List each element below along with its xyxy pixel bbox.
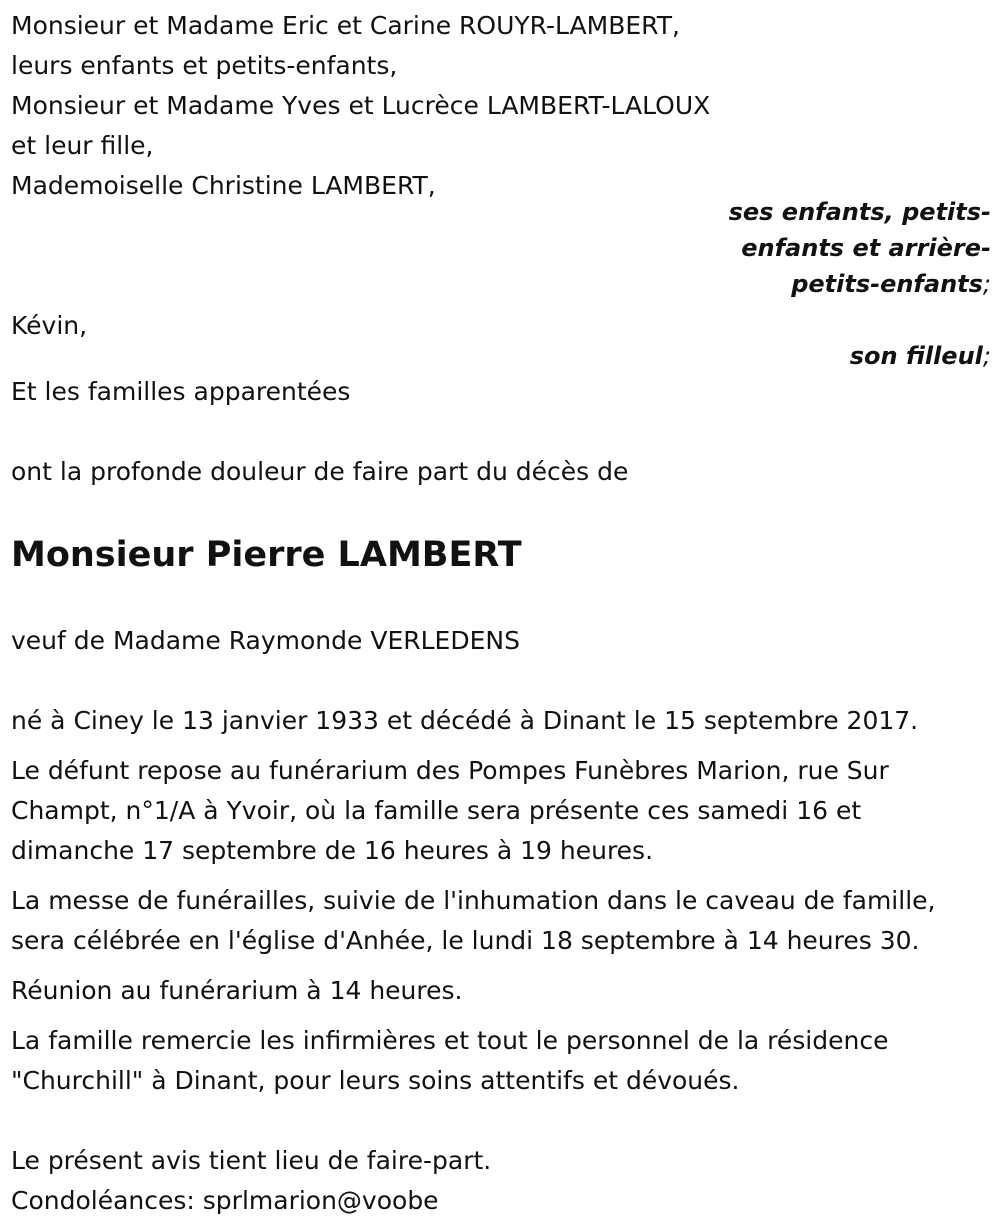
repose-line-1: Le défunt repose au funérarium des Pompes Funèbres Marion, rue Sur [11, 756, 889, 785]
deceased-name: Monsieur Pierre LAMBERT [11, 535, 522, 575]
related-families: Et les familles apparentées [11, 377, 351, 406]
family-line-5: Mademoiselle Christine LAMBERT, [11, 171, 436, 200]
thanks-line-2: "Churchill" à Dinant, pour leurs soins attentifs et dévoués. [11, 1066, 740, 1095]
relation-godson-separator: ; [982, 342, 991, 370]
mass-line-1: La messe de funérailles, suivie de l'inhumation dans le caveau de famille, [11, 886, 936, 915]
relation-children-line-1: ses enfants, petits- [728, 198, 991, 226]
meeting-line: Réunion au funérarium à 14 heures. [11, 976, 463, 1005]
announcement-text: ont la profonde douleur de faire part du décès de [11, 457, 629, 486]
widower-line: veuf de Madame Raymonde VERLEDENS [11, 626, 520, 655]
relation-children-line-3: petits-enfants [791, 270, 983, 298]
family-line-3: Monsieur et Madame Yves et Lucrèce LAMBERT-LALOUX [11, 91, 711, 120]
godson-name: Kévin, [11, 311, 88, 340]
family-line-4: et leur fille, [11, 131, 154, 160]
thanks-line-1: La famille remercie les infirmières et tout le personnel de la résidence [11, 1026, 889, 1055]
relation-children [11, 194, 991, 302]
relation-godson-label: son filleul [849, 342, 983, 370]
thanks-paragraph [11, 1021, 991, 1101]
mass-line-2: sera célébrée en l'église d'Anhée, le lundi 18 septembre à 14 heures 30. [11, 926, 920, 955]
repose-line-3: dimanche 17 septembre de 16 heures à 19 heures. [11, 836, 654, 865]
family-line-1: Monsieur et Madame Eric et Carine ROUYR-LAMBERT, [11, 11, 680, 40]
repose-paragraph [11, 751, 991, 871]
relation-godson [11, 338, 991, 374]
birth-death-line: né à Ciney le 13 janvier 1933 et décédé à Dinant le 15 septembre 2017. [11, 706, 919, 735]
notice-line: Le présent avis tient lieu de faire-part. [11, 1146, 492, 1175]
mass-paragraph [11, 881, 991, 961]
repose-line-2: Champt, n°1/A à Yvoir, où la famille sera présente ces samedi 16 et [11, 796, 862, 825]
family-line-2: leurs enfants et petits-enfants, [11, 51, 398, 80]
relation-children-separator: ; [982, 270, 991, 298]
obituary-notice [11, 0, 991, 1221]
relation-children-line-2: enfants et arrière- [741, 234, 991, 262]
condolences-line: Condoléances: sprlmarion@voobe [11, 1186, 439, 1215]
